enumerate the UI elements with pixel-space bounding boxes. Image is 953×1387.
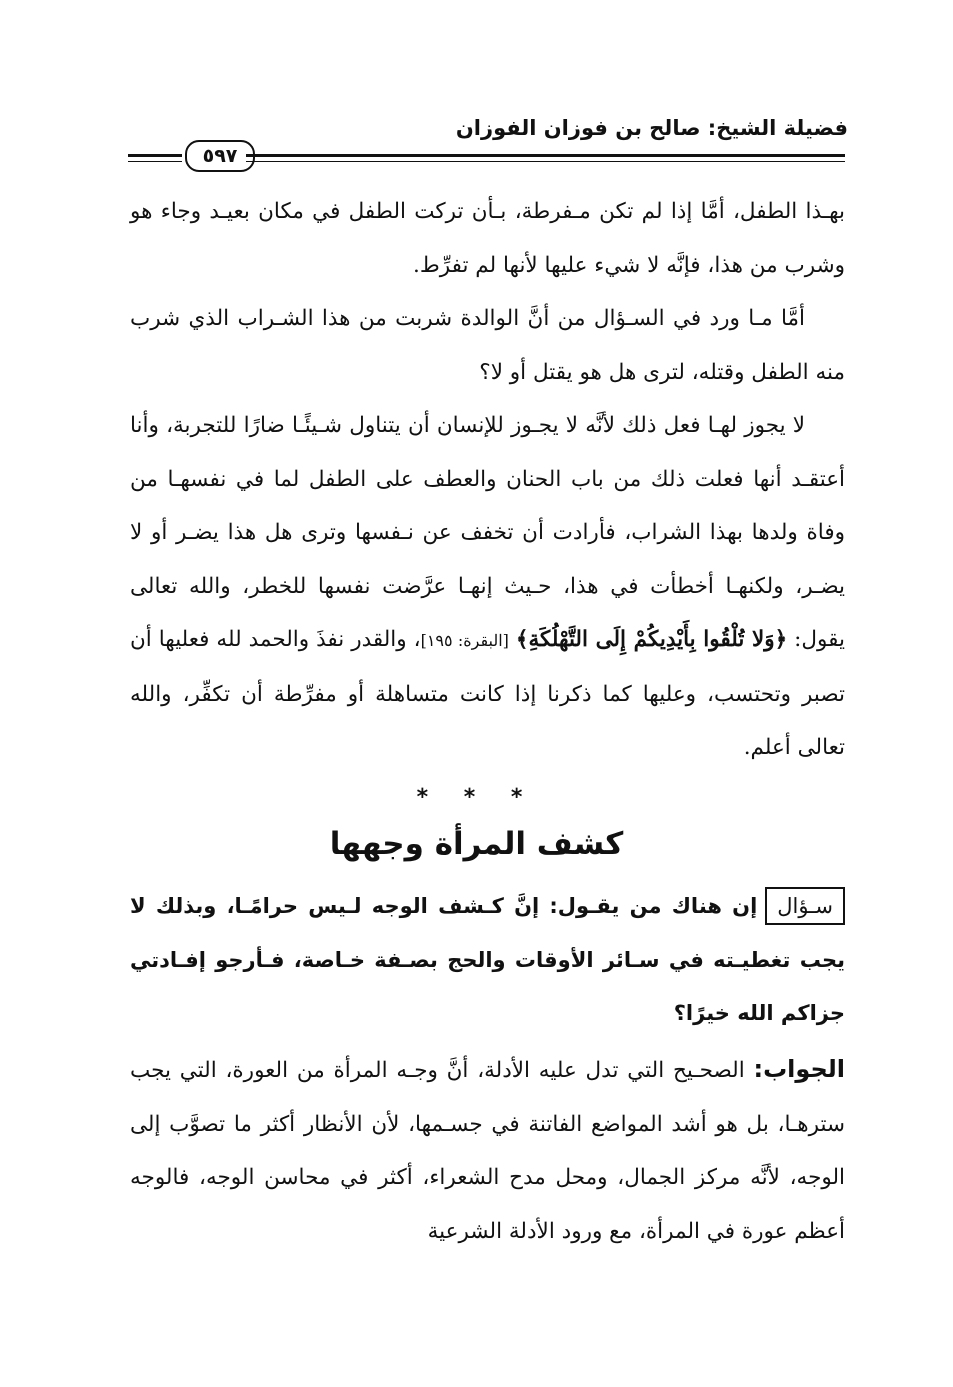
answer-block (130, 1043, 845, 1258)
page-number-badge: ٥٩٧ (185, 140, 255, 172)
running-header (128, 112, 848, 172)
section-separator: * * * (416, 785, 537, 810)
answer-label: الجواب: (753, 1055, 845, 1083)
quran-reference: [البقرة: ١٩٥] (420, 631, 509, 650)
question-label: سـؤال (765, 887, 845, 925)
question-text: إن هناك من يقـول: إنَّ كـشف الوجه لـيس حرامًـا، وبذلك لا يجب تغطيـته في سـائر الأوقات والحج بصـفة خـاصة، فـأرجو إفـادتي جزاكم الله خيرًا؟ (130, 894, 845, 1025)
body-text (130, 185, 845, 775)
header-title: فضيلة الشيخ: صالح بن فوزان الفوزان (455, 116, 848, 140)
question-block (130, 880, 845, 1041)
header-rule-left-thin (128, 161, 182, 162)
paragraph-3-end: ، والقدر نفذَ والحمد لله فعليها أن تصبر وتحتسب، وعليها كما ذكرنا إذا كانت متساهلة أو مفرِّطة أن تكفِّر، والله تعالى أعلم. (130, 627, 845, 760)
quran-verse: ﴿وَلا تُلْقُوا بِأَيْدِيكُمْ إِلَى التَّهْلُكَةِ﴾ (515, 627, 788, 652)
paragraph-2: أمَّا مـا ورد في السـؤال من أنَّ الوالدة شربت من هذا الشـراب الذي شرب منه الطفل وقتله، لترى هل هو يقتل أو لا؟ (130, 306, 845, 385)
paragraph-3-text: لا يجوز لهـا فعل ذلك لأنَّه لا يجـوز للإنسان أن يتناول شـيئًـا ضارًا للتجربة، وأنا أعتقـد أنها فعلت ذلك من باب الحنان والعطف على الطفل لما في نفسهـا من وفاة ولدها بهذا الشراب، فأرادت أن تخفف عن نـفسها وترى هل هذا يضـر أو لا يضـر، ولكنهـا أخطأت في هذا، حـيث إنهـا عرَّضت نفسها للخطر، والله تعالى يقول: (130, 413, 846, 652)
answer-text: الصحـيح التي تدل عليه الأدلة، أنَّ وجـه المرأة من العورة، التي يجب سترهـا، بل هو أشد المواضع الفاتنة في جسـمها، لأن الأنظار أكثر ما تصوَّب إلى الوجه، لأنَّه مركز الجمال، ومحل مدح الشعراء، أكثر في محاسن الوجه، فالوجه أعظم عورة في المرأة، مع ورود الأدلة الشرعية (130, 1058, 845, 1244)
paragraph-3 (130, 399, 845, 775)
header-rule-thin (246, 161, 845, 162)
paragraph-1: بهـذا الطفل، أمَّا إذا لم تكن مـفرطة، بـأن تركت الطفل في مكان بعيـد وجاء هو وشرب من هذا، فإنَّه لا شيء عليها لأنها لم تفرِّط. (130, 199, 845, 278)
header-rule-left-thick (128, 154, 182, 157)
header-rule-thick (246, 154, 845, 157)
section-title: كشف المرأة وجهها (329, 826, 624, 862)
